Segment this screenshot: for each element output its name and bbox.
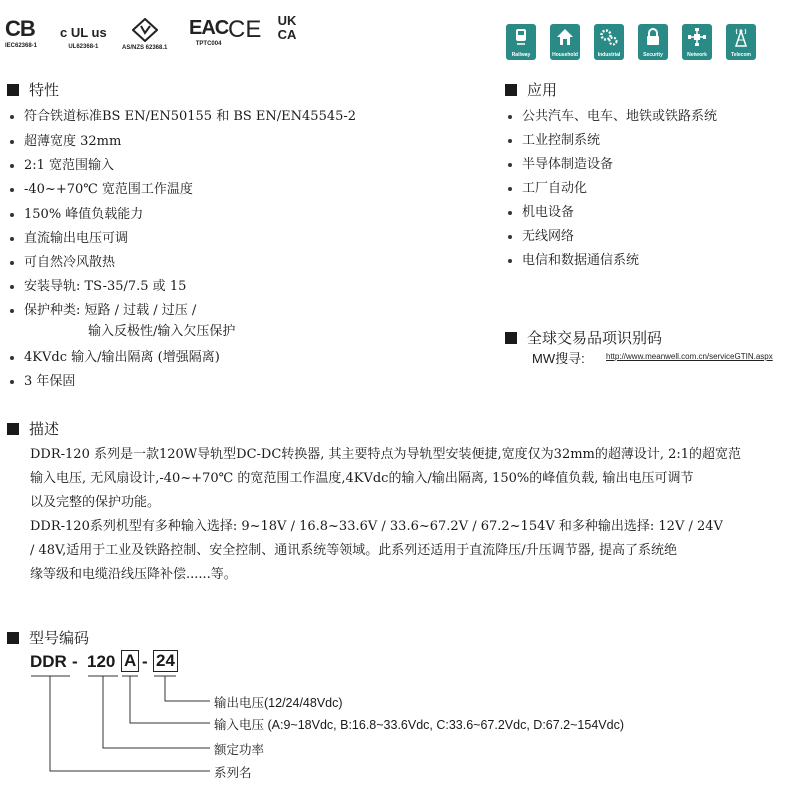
security-label: Security: [643, 52, 663, 58]
feature-item: 150% 峰值负载能力: [10, 203, 143, 222]
application-item: 公共汽车、电车、地铁或铁路系统: [508, 105, 717, 124]
ul-code: UL62368-1: [68, 44, 99, 50]
model-series: DDR: [30, 652, 67, 671]
application-item: 半导体制造设备: [508, 153, 613, 172]
feature-item: 2:1 宽范围输入: [10, 154, 114, 173]
description-line: 输入电压, 无风扇设计,-40~+70℃ 的宽范围工作温度,4KVdc的输入/输出隔离, 150%的峰值负载, 输出电压可调节: [30, 471, 694, 486]
description-line: DDR-120 系列是一款120W导轨型DC-DC转换器, 其主要特点为导轨型安装便捷,宽度仅为32mm的超薄设计, 2:1的超宽范: [30, 447, 742, 462]
model-power: 120: [87, 652, 116, 671]
eac-logo: EAC: [189, 17, 229, 39]
ce-logo: CE: [228, 16, 262, 43]
application-item: 机电设备: [508, 201, 574, 220]
industrial-label: Industrial: [597, 52, 621, 58]
legend-rated-power: 额定功率: [214, 742, 265, 757]
telecom-label: Telecom: [731, 52, 751, 58]
railway-label: Railway: [511, 52, 531, 58]
legend-output-voltage: 输出电压(12/24/48Vdc): [214, 695, 343, 710]
feature-item: 4KVdc 输入/输出隔离 (增强隔离): [10, 346, 220, 365]
description-line: DDR-120系列机型有多种输入选择: 9~18V / 16.8~33.6V / 33.6~67.2V / 67.2~154V 和多种输出选择: 12V / 24V: [30, 519, 723, 534]
applications-heading: 应用: [505, 79, 557, 100]
model-dash: -: [142, 652, 148, 671]
gtin-link[interactable]: http://www.meanwell.com.cn/serviceGTIN.aspx: [606, 352, 773, 361]
application-item: 无线网络: [508, 225, 574, 244]
model-encoding-heading: 型号编码: [7, 627, 89, 648]
feature-item: 保护种类: 短路 / 过载 / 过压 /: [10, 299, 196, 318]
legend-series-name: 系列名: [214, 765, 252, 780]
eac-code: TPTC004: [195, 41, 222, 47]
feature-item: -40~+70℃ 宽范围工作温度: [10, 178, 193, 197]
rcm-code: AS/NZS 62368.1: [122, 45, 168, 51]
feature-item: 3 年保固: [10, 370, 75, 389]
description-heading: 描述: [7, 418, 59, 439]
household-label: Household: [552, 52, 578, 58]
application-item: 工厂自动化: [508, 177, 587, 196]
model-input-code: A: [121, 650, 139, 672]
gtin-heading: 全球交易品项识别码: [505, 327, 662, 348]
model-output-code: 24: [153, 650, 178, 672]
legend-input-voltage: 输入电压 (A:9~18Vdc, B:16.8~33.6Vdc, C:33.6~67.2Vdc, D:67.2~154Vdc): [214, 717, 624, 732]
application-item: 工业控制系统: [508, 129, 600, 148]
ukca-logo: UK CA: [277, 13, 297, 42]
model-dash: -: [72, 652, 78, 671]
description-line: / 48V,适用于工业及铁路控制、安全控制、通讯系统等领域。此系列还适用于直流降压/升压调节器, 提高了系统绝: [30, 543, 677, 558]
cb-code: IEC62368-1: [5, 43, 38, 49]
gtin-search-label: MW搜寻:: [532, 351, 585, 366]
cb-logo: CB: [5, 16, 35, 41]
network-label: Network: [687, 52, 707, 58]
feature-item-continuation: 输入反极性/输入欠压保护: [88, 324, 236, 339]
application-item: 电信和数据通信系统: [508, 249, 639, 268]
feature-item: 符合铁道标准BS EN/EN50155 和 BS EN/EN45545-2: [10, 105, 356, 124]
feature-item: 可自然冷风散热: [10, 251, 115, 270]
feature-item: 安装导轨: TS-35/7.5 或 15: [10, 275, 186, 294]
feature-item: 超薄宽度 32mm: [10, 130, 121, 149]
ul-logo: c UL us: [60, 25, 107, 40]
description-line: 以及完整的保护功能。: [30, 495, 161, 510]
feature-item: 直流输出电压可调: [10, 227, 128, 246]
description-line: 缘等级和电缆沿线压降补偿......等。: [30, 567, 237, 582]
features-heading: 特性: [7, 79, 59, 100]
